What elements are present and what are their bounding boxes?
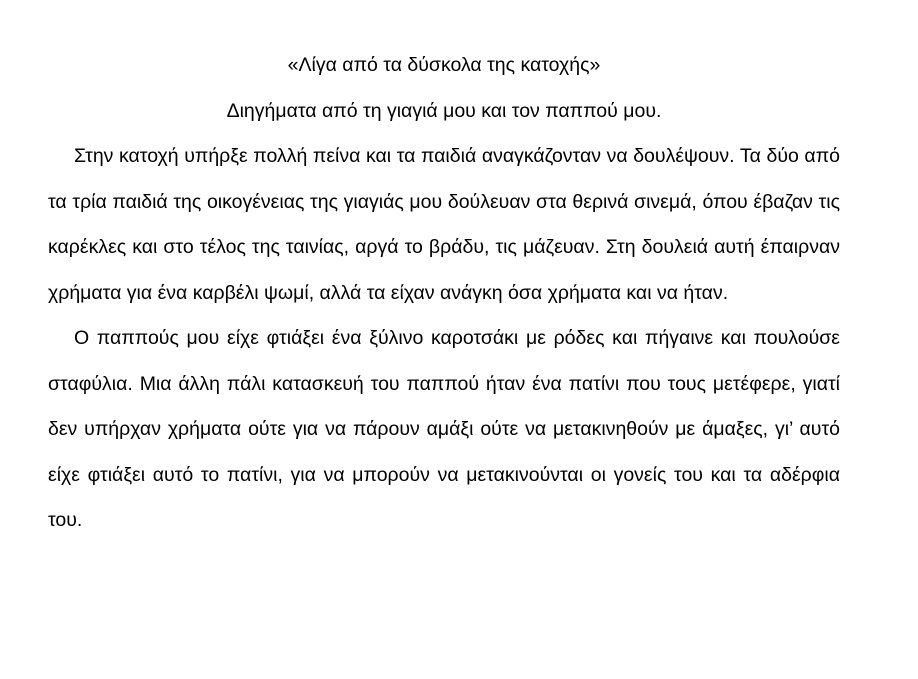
paragraph-2: Ο παππούς μου είχε φτιάξει ένα ξύλινο καροτσάκι με ρόδες και πήγαινε και πουλούσε σταφύλια. Μια άλλη πάλι κατασκευή του παππού ήταν ένα πατίνι που τους μετέφερε, γιατί δεν υπήρχαν χρήματα ούτε για να πάρουν αμάξι ούτε να μετακινηθούν με άμαξες, γι’ αυτό είχε φτιάξει αυτό το πατίνι, για να μπορούν να μετακινούνται οι γονείς του και τα αδέρφια του.	[48, 327, 840, 531]
document-page	[48, 42, 840, 544]
paragraph-1: Στην κατοχή υπήρξε πολλή πείνα και τα παιδιά αναγκάζονταν να δουλέψουν. Τα δύο από τα τρία παιδιά της οικογένειας της γιαγιάς μου δούλευαν στα θερινά σινεμά, όπου έβαζαν τις καρέκλες και στο τέλος της ταινίας, αργά το βράδυ, τις μάζευαν. Στη δουλειά αυτή έπαιρναν χρήματα για ένα καρβέλι ψωμί, αλλά τα είχαν ανάγκη όσα χρήματα και να ήταν.	[48, 145, 840, 304]
document-title: «Λίγα από τα δύσκολα της κατοχής»	[287, 54, 601, 76]
document-subtitle: Διηγήματα από τη γιαγιά μου και τον παππού μου.	[226, 100, 662, 122]
